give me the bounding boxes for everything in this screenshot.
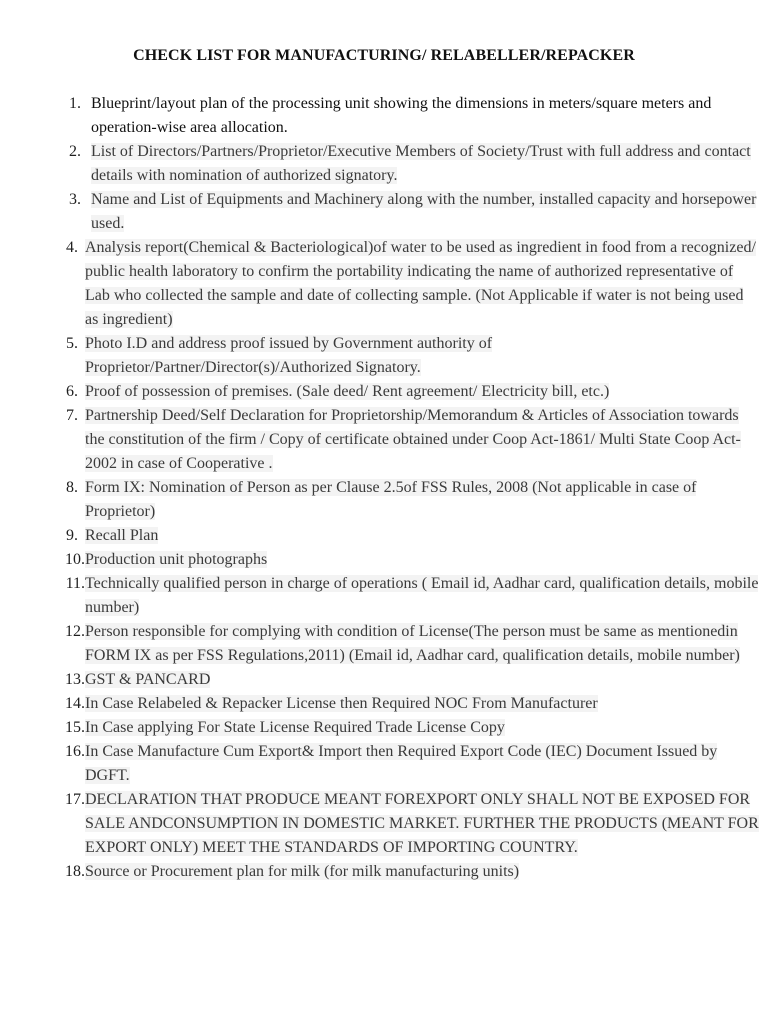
item-text: Blueprint/layout plan of the processing unit showing the dimensions in meters/square meters and operation-wise area allocation.	[91, 95, 712, 136]
item-number: 11.	[65, 575, 85, 592]
item-number: 3.	[69, 191, 81, 208]
item-text: Name and List of Equipments and Machinery along with the number, installed capacity and horsepower used.	[91, 191, 757, 232]
list-item	[54, 860, 760, 884]
item-text: Proof of possession of premises. (Sale deed/ Rent agreement/ Electricity bill, etc.)	[85, 383, 610, 400]
item-number: 17.	[65, 791, 85, 808]
item-number: 7.	[66, 407, 78, 424]
item-number: 2.	[69, 143, 81, 160]
list-item	[54, 572, 760, 620]
item-text: DECLARATION THAT PRODUCE MEANT FOREXPORT ONLY SHALL NOT BE EXPOSED FOR SALE ANDCONSUMPTION IN DOMESTIC MARKET. FURTHER THE PRODUCTS (MEANT FOR EXPORT ONLY) MEET THE STANDARDS OF IMPORTING COUNTRY.	[85, 791, 759, 856]
item-number: 10.	[65, 551, 85, 568]
item-number: 12.	[65, 623, 85, 640]
item-number: 1.	[69, 95, 81, 112]
item-text: In Case applying For State License Required Trade License Copy	[85, 719, 505, 736]
list-item	[54, 740, 760, 788]
item-text: Production unit photographs	[85, 551, 268, 568]
item-number: 6.	[66, 383, 78, 400]
list-item	[54, 140, 760, 188]
item-number: 5.	[66, 335, 78, 352]
list-item	[54, 668, 760, 692]
item-text: Analysis report(Chemical & Bacteriological)of water to be used as ingredient in food from a recognized/ public health laboratory to confirm the portability indicating the name of authorized representative of Lab who collected the sample and date of collecting sample. (Not Applicable if water is not being used as ingredient)	[85, 239, 756, 328]
item-number: 18.	[65, 863, 85, 880]
item-text: In Case Relabeled & Repacker License then Required NOC From Manufacturer	[85, 695, 598, 712]
list-item	[54, 716, 760, 740]
list-item	[54, 692, 760, 716]
item-number: 13.	[65, 671, 85, 688]
item-text: Person responsible for complying with condition of License(The person must be same as mentionedin FORM IX as per FSS Regulations,2011) (Email id, Aadhar card, qualification details, mobile number)	[85, 623, 740, 664]
item-number: 8.	[66, 479, 78, 496]
list-item	[54, 404, 760, 476]
item-text: Source or Procurement plan for milk (for milk manufacturing units)	[85, 863, 520, 880]
list-item	[54, 380, 760, 404]
item-text: Photo I.D and address proof issued by Government authority of Proprietor/Partner/Director(s)/Authorized Signatory.	[85, 335, 493, 376]
item-number: 16.	[65, 743, 85, 760]
list-item	[54, 788, 760, 860]
item-text: GST & PANCARD	[85, 671, 211, 688]
list-item	[54, 332, 760, 380]
page-title: CHECK LIST FOR MANUFACTURING/ RELABELLER/REPACKER	[133, 47, 635, 64]
item-text: Technically qualified person in charge of operations ( Email id, Aadhar card, qualification details, mobile number)	[85, 575, 759, 616]
item-number: 4.	[66, 239, 78, 256]
list-item	[54, 476, 760, 524]
list-item	[54, 188, 760, 236]
list-item	[54, 236, 760, 332]
item-number: 9.	[66, 527, 78, 544]
item-text: In Case Manufacture Cum Export& Import then Required Export Code (IEC) Document Issued by DGFT.	[85, 743, 718, 784]
list-item	[54, 548, 760, 572]
list-item	[54, 620, 760, 668]
item-text: List of Directors/Partners/Proprietor/Executive Members of Society/Trust with full address and contact details with nomination of authorized signatory.	[91, 143, 751, 184]
checklist	[54, 92, 760, 884]
item-text: Partnership Deed/Self Declaration for Proprietorship/Memorandum & Articles of Association towards the constitution of the firm / Copy of certificate obtained under Coop Act-1861/ Multi State Coop Act-2002 in case of Cooperative .	[85, 407, 741, 472]
list-item	[54, 524, 760, 548]
item-text: Recall Plan	[85, 527, 159, 544]
list-item	[54, 92, 760, 140]
item-number: 14.	[65, 695, 85, 712]
item-number: 15.	[65, 719, 85, 736]
item-text: Form IX: Nomination of Person as per Clause 2.5of FSS Rules, 2008 (Not applicable in case of Proprietor)	[85, 479, 697, 520]
